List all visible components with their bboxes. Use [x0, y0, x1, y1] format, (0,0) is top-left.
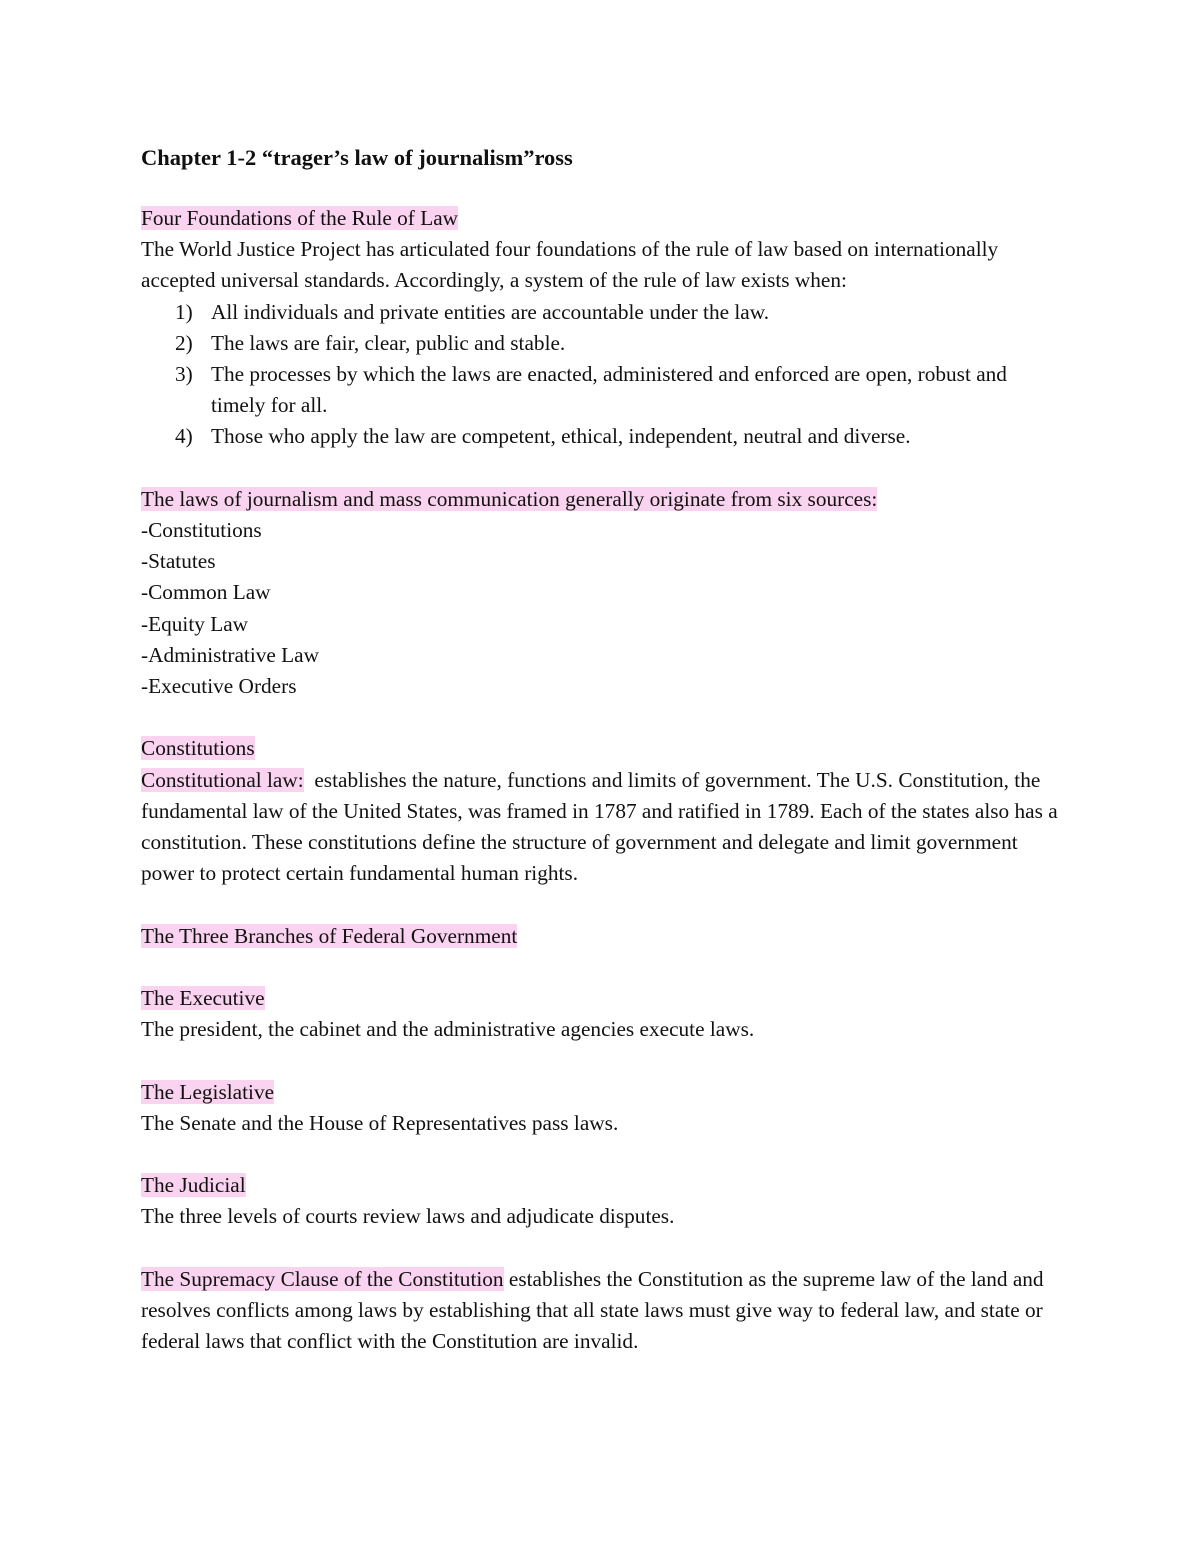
list-item: -Statutes [141, 549, 216, 574]
executive-body: The president, the cabinet and the administrative agencies execute laws. [141, 1017, 755, 1042]
list-item: -Common Law [141, 580, 271, 605]
constitutional-law-term: Constitutional law: [141, 767, 304, 792]
list-item: 3) The processes by which the laws are enacted, administered and enforced are open, robust and timely for all. [175, 362, 1007, 418]
foundations-intro: The World Justice Project has articulated four foundations of the rule of law based on internationally accepted universal standards. Accordingly, a system of the rule of law exists when: [141, 237, 999, 293]
document-title: Chapter 1-2 “trager’s law of journalism”ross [141, 145, 573, 170]
supremacy-paragraph: The Supremacy Clause of the Constitution establishes the Constitution as the supreme law of the land and resolves conflicts among laws by establishing that all state laws must give way to federal law, and state or federal laws that conflict with the Constitution are invalid. [141, 1266, 1044, 1354]
list-item: -Administrative Law [141, 642, 320, 667]
list-item: 4) Those who apply the law are competent, ethical, independent, neutral and diverse. [175, 424, 911, 449]
foundations-heading: Four Foundations of the Rule of Law [141, 206, 459, 230]
supremacy-term: The Supremacy Clause of the Constitution [141, 1266, 504, 1291]
legislative-heading: The Legislative [141, 1079, 275, 1104]
list-item: 1) All individuals and private entities are accountable under the law. [175, 299, 770, 324]
list-item: -Executive Orders [141, 674, 297, 699]
legislative-body: The Senate and the House of Representatives pass laws. [141, 1110, 619, 1135]
judicial-body: The three levels of courts review laws and adjudicate disputes. [141, 1204, 675, 1229]
sources-list [141, 515, 1061, 702]
foundations-list [141, 297, 1061, 453]
constitutional-law-paragraph: Constitutional law: establishes the nature, functions and limits of government. The U.S. Constitution, the fundamental law of the United States, was framed in 1787 and ratified in 1789. Each of the states also has a constitution. These constitutions define the structure of government and delegate and limit government power to protect certain fundamental human rights. [141, 767, 1064, 886]
document-page [141, 141, 1064, 1357]
judicial-heading: The Judicial [141, 1173, 246, 1198]
list-item: -Equity Law [141, 611, 249, 636]
list-item: 2) The laws are fair, clear, public and stable. [175, 330, 566, 355]
executive-heading: The Executive [141, 986, 265, 1011]
constitutions-heading: Constitutions [141, 736, 255, 761]
sources-heading: The laws of journalism and mass communication generally originate from six sources: [141, 486, 878, 511]
list-item: -Constitutions [141, 518, 262, 543]
branches-heading: The Three Branches of Federal Government [141, 923, 518, 948]
